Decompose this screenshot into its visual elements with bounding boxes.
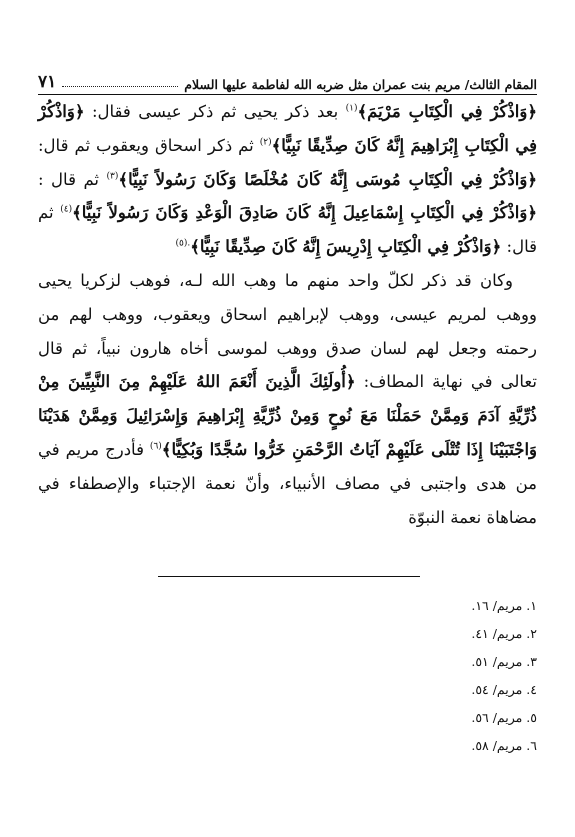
footnote-ref: .(٥) [175,238,191,249]
footnotes [38,592,537,760]
text-run: ثم قال : [38,169,107,189]
paragraph [38,264,537,534]
footnote: ٤. مريم/ ٥٤. [471,682,537,697]
page-number: ٧١ [38,72,57,92]
footnote-ref: (٢) [259,137,272,148]
quran-quote: ﴿وَاذْكُرْ فِي الْكِتَابِ مُوسَى إِنَّهُ كَانَ مُخْلَصًا وَكَانَ رَسُولاً نَبِيًّا﴾ [118,169,537,189]
footnote-separator [158,576,420,577]
footnote: ٢. مريم/ ٤١. [471,626,537,641]
quran-quote: ﴿وَاذْكُرْ فِي الْكِتَابِ إِبْرَاهِيمَ إِنَّهُ كَانَ صِدِّيقًا نَبِيًّا﴾ [38,102,537,155]
text-run: فأدرج مريم في من هدى واجتبى في مصاف الأنبياء، وأنّ نعمة الإجتباء والإصطفاء في مضاهاة نعمة النبوّة [38,439,537,527]
running-header [38,70,537,92]
text-run: بعد ذكر يحيى ثم ذكر عيسى فقال: [84,102,346,121]
main-text [38,95,537,534]
quran-quote: ﴿وَاذْكُرْ فِي الْكِتَابِ إِسْمَاعِيلَ إِنَّهُ كَانَ صَادِقَ الْوَعْدِ وَكَانَ رَسُولاً نَبِيًّا﴾ [72,203,537,223]
header-dot-leader [62,86,178,87]
footnote-ref: (٣) [106,171,119,182]
quran-quote: ﴿وَاذْكُرْ فِي الْكِتَابِ مَرْيَمَ﴾ [357,102,537,121]
header-title: المقام الثالث/ مريم بنت عمران مثل ضربه الله لفاطمة عليها السلام [184,77,537,92]
quran-quote: ﴿وَاذْكُرْ فِي الْكِتَابِ إِدْرِيسَ إِنَّهُ كَانَ صِدِّيقًا نَبِيًّا﴾ [190,237,502,257]
footnote: ٣. مريم/ ٥١. [471,654,537,669]
text-run: وكان قد ذكر لكلّ واحد منهم ما وهب الله لـه، فوهب لزكريا يحيى ووهب لمريم عيسى، ووهب لإبراهيم اسحاق ويعقوب، ووهب لهم من رحمته وجعل لهم لسان صدق ووهب لموسى أخاه هارون نبياً، ثم قال تعالى في نهاية المطاف: [38,270,537,392]
paragraph [38,95,537,264]
footnote: ٥. مريم/ ٥٦. [471,710,537,725]
quran-quote: ﴿أُولَئِكَ الَّذِينَ أَنْعَمَ اللهُ عَلَيْهِمْ مِنَ النَّبِيِّينَ مِنْ ذُرِّيَّةِ آدَمَ وَمِمَّنْ حَمَلْنَا مَعَ نُوحٍ وَمِنْ ذُرِّيَّةِ إِبْرَاهِيمَ وَإِسْرَائِيلَ وَمِمَّنْ هَدَيْنَا وَاجْتَبَيْنَا إِذَا تُتْلَى عَلَيْهِمْ آيَاتُ الرَّحْمَنِ خَرُّوا سُجَّدًا وَبُكِيًّا﴾ [38,372,537,459]
footnote-ref: (٤) [60,204,73,215]
footnote: ٦. مريم/ ٥٨. [471,738,537,753]
footnote-ref: (١) [345,103,358,114]
text-run: ثم قال: [38,203,537,257]
footnote-ref: (٦) [149,441,162,452]
text-run: ثم ذكر اسحاق ويعقوب ثم قال: [38,135,260,155]
footnote: ١. مريم/ ١٦. [471,598,537,613]
